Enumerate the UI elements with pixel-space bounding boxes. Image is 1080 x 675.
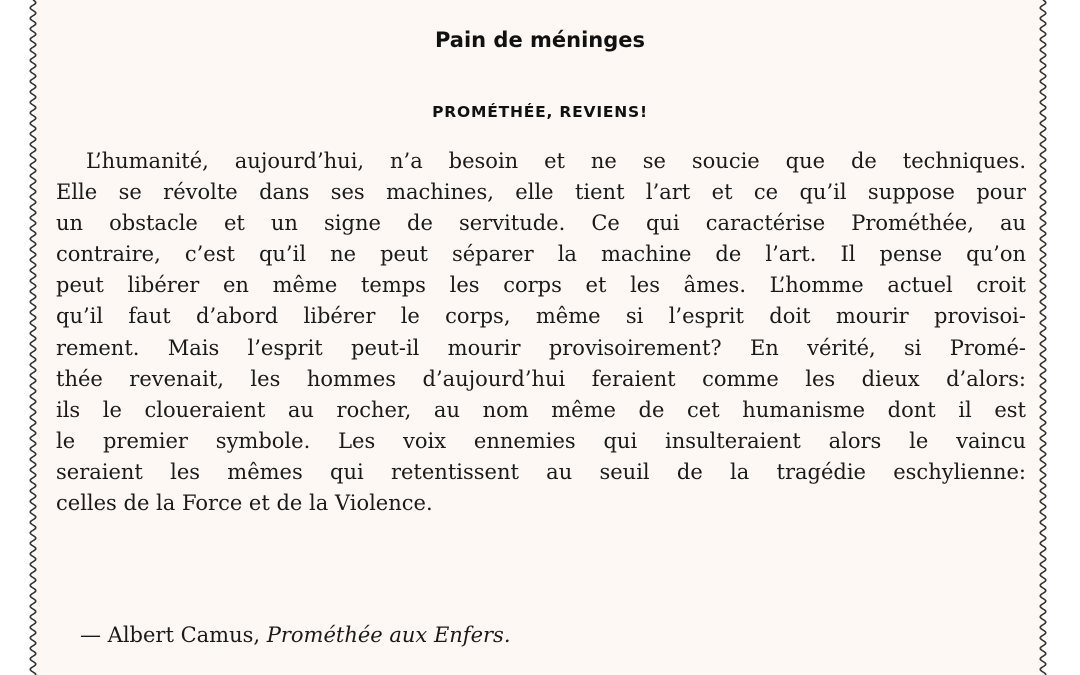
text-line: ils le cloueraient au rocher, au nom même de cet humanisme dont il est xyxy=(56,397,1026,422)
text-line: peut libérer en même temps les corps et les âmes. L’homme actuel croit xyxy=(56,273,1026,298)
article-heading: PROMÉTHÉE, REVIENS! xyxy=(432,103,648,121)
text-line: contraire, c’est qu’il ne peut séparer la machine de l’art. Il pense qu’on xyxy=(56,242,1026,267)
text-line: seraient les mêmes qui retentissent au seuil de la tragédie eschylienne: xyxy=(56,459,1026,484)
text-line: un obstacle et un signe de servitude. Ce qui caractérise Prométhée, au xyxy=(56,211,1026,236)
section-title: Pain de méninges xyxy=(434,28,646,52)
text-line: thée revenait, les hommes d’aujourd’hui feraient comme les dieux d’alors: xyxy=(56,366,1026,391)
attribution-work: Prométhée aux Enfers. xyxy=(266,623,511,647)
text-line: Elle se révolte dans ses machines, elle tient l’art et ce qu’il suppose pour xyxy=(56,180,1026,205)
text-line: rement. Mais l’esprit peut-il mourir provisoirement? En vérité, si Promé- xyxy=(56,335,1026,360)
text-line: qu’il faut d’abord libérer le corps, même si l’esprit doit mourir provisoi- xyxy=(56,304,1026,329)
attribution-author: — Albert Camus, xyxy=(80,623,267,647)
text-line: le premier symbole. Les voix ennemies qui insulteraient alors le vaincu xyxy=(56,428,1026,453)
attribution xyxy=(80,623,511,647)
text-line: celles de la Force et de la Violence. xyxy=(56,491,433,516)
quote-body xyxy=(56,146,1026,519)
text-line: L’humanité, aujourd’hui, n’a besoin et ne se soucie que de techniques. xyxy=(86,149,1026,173)
